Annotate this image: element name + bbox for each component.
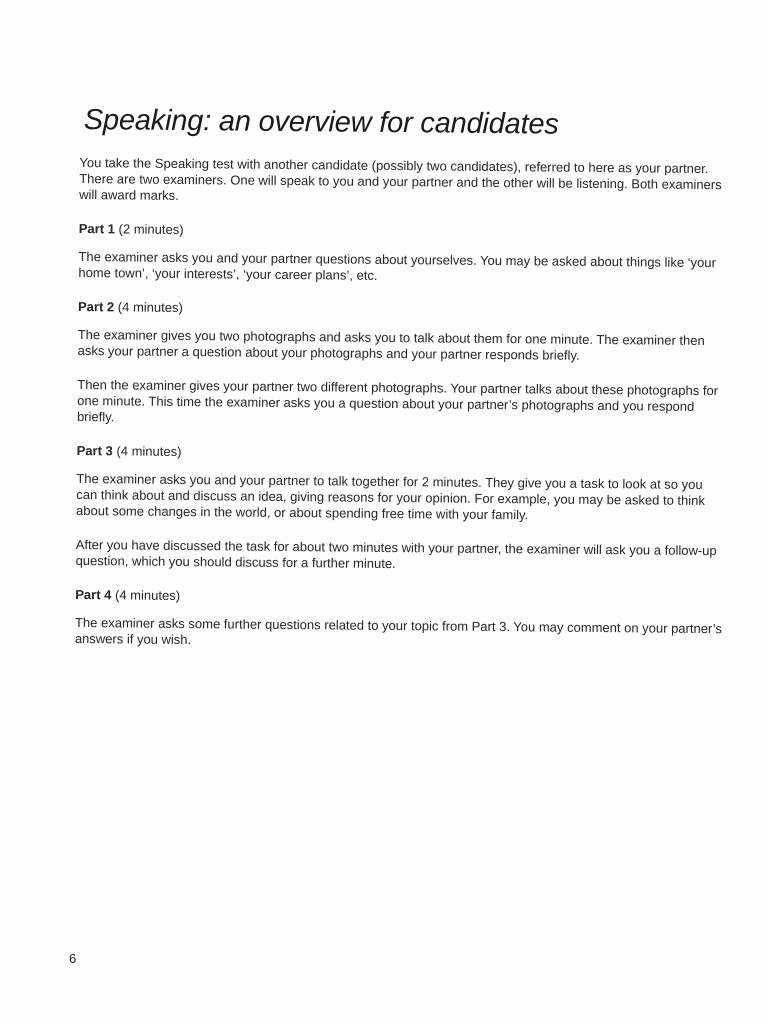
- part-label: Part 3: [76, 442, 113, 459]
- part-label: Part 2: [77, 298, 115, 315]
- part-paragraph: The examiner asks you and your partner to talk together for 2 minutes. They give you a task to look at so you can think about and discuss an idea, giving reasons for your opinion. For example, you may be asked to think about some changes in the world, or about spending free time with your family.: [76, 470, 705, 523]
- page-title: Speaking: an overview for candidates: [83, 104, 559, 141]
- part-heading: [77, 443, 725, 465]
- page-content: [75, 104, 728, 671]
- part-duration: (4 minutes): [114, 587, 181, 603]
- part-paragraph: After you have discussed the task for about two minutes with your partner, the examiner will ask you a follow-up question, which you should discuss for a further minute.: [75, 536, 717, 572]
- part-duration: (4 minutes): [117, 299, 183, 315]
- intro-paragraph: You take the Speaking test with another candidate (possibly two candidates), referred to here as your partner. There are two examiners. One will speak to you and your partner and the other will be listening. Both examiners will award marks.: [79, 154, 722, 203]
- part-label: Part 4: [75, 586, 112, 603]
- part-paragraph: The examiner asks you and your partner questions about yourselves. You may be asked about things like ‘your home town’, ‘your interests’, ‘your career plans’, etc.: [78, 248, 716, 283]
- part-duration: (2 minutes): [118, 221, 184, 237]
- part-heading: [79, 221, 727, 243]
- part-3-section: [76, 443, 725, 575]
- page-number: 6: [69, 951, 77, 966]
- part-1-section: [78, 221, 727, 287]
- part-heading: [75, 587, 723, 609]
- part-paragraph: Then the examiner gives your partner two different photographs. Your partner talks about these photographs for one minute. This time the examiner asks you a question about your partner’s photographs and you respond briefly.: [76, 376, 719, 425]
- part-2-section: [77, 299, 726, 431]
- part-paragraph: The examiner gives you two photographs and asks you to talk about them for one minute. The examiner then asks your partner a question about your photographs and your partner responds briefly.: [77, 326, 705, 363]
- part-paragraph: The examiner asks some further questions related to your topic from Part 3. You may comment on your partner’s answers if you wish.: [74, 614, 723, 648]
- part-heading: [78, 299, 726, 321]
- part-label: Part 1: [78, 220, 116, 237]
- part-4-section: [75, 587, 724, 653]
- part-duration: (4 minutes): [116, 443, 182, 459]
